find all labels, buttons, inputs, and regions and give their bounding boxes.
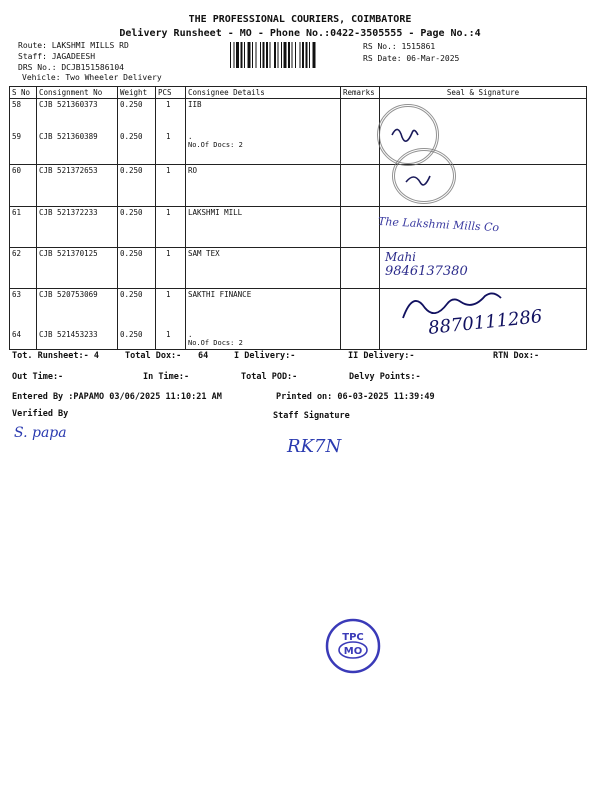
table-row: [10, 207, 587, 248]
cell-details: SAM TEX: [186, 248, 341, 289]
company-title: THE PROFESSIONAL COURIERS, COIMBATORE: [188, 14, 412, 25]
col-seal: Seal & Signature: [380, 87, 587, 99]
cell-consignment: CJB 521372233: [37, 207, 118, 248]
col-sno: S No: [10, 87, 37, 99]
stamp-text-top: TPC: [342, 632, 364, 643]
cell-remarks: [341, 289, 380, 350]
table-row: [10, 165, 587, 207]
handwritten-phone-1: 9846137380: [385, 264, 468, 279]
barcode: [230, 42, 358, 68]
staff-label: Staff: JAGADEESH: [18, 52, 96, 61]
rs-date: RS Date: 06-Mar-2025: [363, 54, 460, 63]
col-pcs: PCS: [156, 87, 186, 99]
entered-by: Entered By :PAPAMO 03/06/2025 11:10:21 AM: [12, 392, 222, 402]
route-label: Route: LAKSHMI MILLS RD: [18, 41, 129, 50]
verified-by-signature: S. papa: [14, 425, 67, 441]
table-row: [10, 99, 587, 165]
cell-sno: 62: [10, 248, 37, 289]
cell-remarks: [341, 99, 380, 165]
cell-weight: 0.250: [118, 165, 156, 207]
cell-remarks: [341, 248, 380, 289]
out-time: Out Time:-: [12, 372, 64, 382]
cell-weight: 0.250 0.250: [118, 99, 156, 165]
rs-number: RS No.: 1515861: [363, 42, 436, 51]
cell-sno: 63 64: [10, 289, 37, 350]
cell-details: IIB . No.Of Docs: 2: [186, 99, 341, 165]
cell-consignment: CJB 520753069 CJB 521453233: [37, 289, 118, 350]
cell-sno: 61: [10, 207, 37, 248]
cell-pcs: 1: [156, 165, 186, 207]
cell-pcs: 1: [156, 207, 186, 248]
cell-pcs: 1 1: [156, 289, 186, 350]
seal-signature-scribbles: [380, 110, 460, 200]
verified-by-label: Verified By: [12, 409, 69, 419]
cell-sno: 58 59: [10, 99, 37, 165]
cell-pcs: 1 1: [156, 99, 186, 165]
total-dox-value: 64: [198, 351, 209, 361]
i-delivery: I Delivery:-: [234, 351, 296, 361]
stamp-text-bottom: MO: [343, 646, 363, 657]
table-header-row: [10, 87, 587, 99]
handwritten-company: The Lakshmi Mills Co: [377, 214, 500, 235]
cell-consignment: CJB 521370125: [37, 248, 118, 289]
col-consignee: Consignee Details: [186, 87, 341, 99]
staff-signature-label: Staff Signature: [273, 411, 350, 421]
vehicle-label: Vehicle: Two Wheeler Delivery: [22, 73, 162, 82]
drs-label: DRS No.: DCJB151586104: [18, 63, 124, 72]
cell-remarks: [341, 165, 380, 207]
col-consignment: Consignment No: [37, 87, 118, 99]
cell-consignment: CJB 521360373 CJB 521360389: [37, 99, 118, 165]
cell-consignment: CJB 521372653: [37, 165, 118, 207]
cell-weight: 0.250: [118, 248, 156, 289]
runsheet-title: Delivery Runsheet - MO - Phone No.:0422-3505555 - Page No.:4: [119, 28, 481, 39]
cell-details: RO: [186, 165, 341, 207]
in-time: In Time:-: [143, 372, 190, 382]
handwritten-phone-2: 8870111286: [427, 306, 544, 339]
col-remarks: Remarks: [341, 87, 380, 99]
tpc-mo-stamp: [324, 617, 382, 675]
rtn-dox: RTN Dox:-: [493, 351, 540, 361]
cell-pcs: 1: [156, 248, 186, 289]
ii-delivery: II Delivery:-: [348, 351, 415, 361]
printed-on: Printed on: 06-03-2025 11:39:49: [276, 392, 435, 402]
handwritten-name: Mahi: [385, 250, 417, 264]
total-pod: Total POD:-: [241, 372, 298, 382]
cell-weight: 0.250: [118, 207, 156, 248]
total-dox-label: Total Dox:-: [125, 351, 182, 361]
cell-sno: 60: [10, 165, 37, 207]
delvy-points: Delvy Points:-: [349, 372, 421, 382]
staff-signature-hand: RK7N: [287, 436, 342, 457]
cell-remarks: [341, 207, 380, 248]
cell-details: SAKTHI FINANCE . No.Of Docs: 2: [186, 289, 341, 350]
cell-weight: 0.250 0.250: [118, 289, 156, 350]
table-row: [10, 248, 587, 289]
tot-runsheet: Tot. Runsheet:- 4: [12, 351, 99, 361]
cell-details: LAKSHMI MILL: [186, 207, 341, 248]
col-weight: Weight: [118, 87, 156, 99]
